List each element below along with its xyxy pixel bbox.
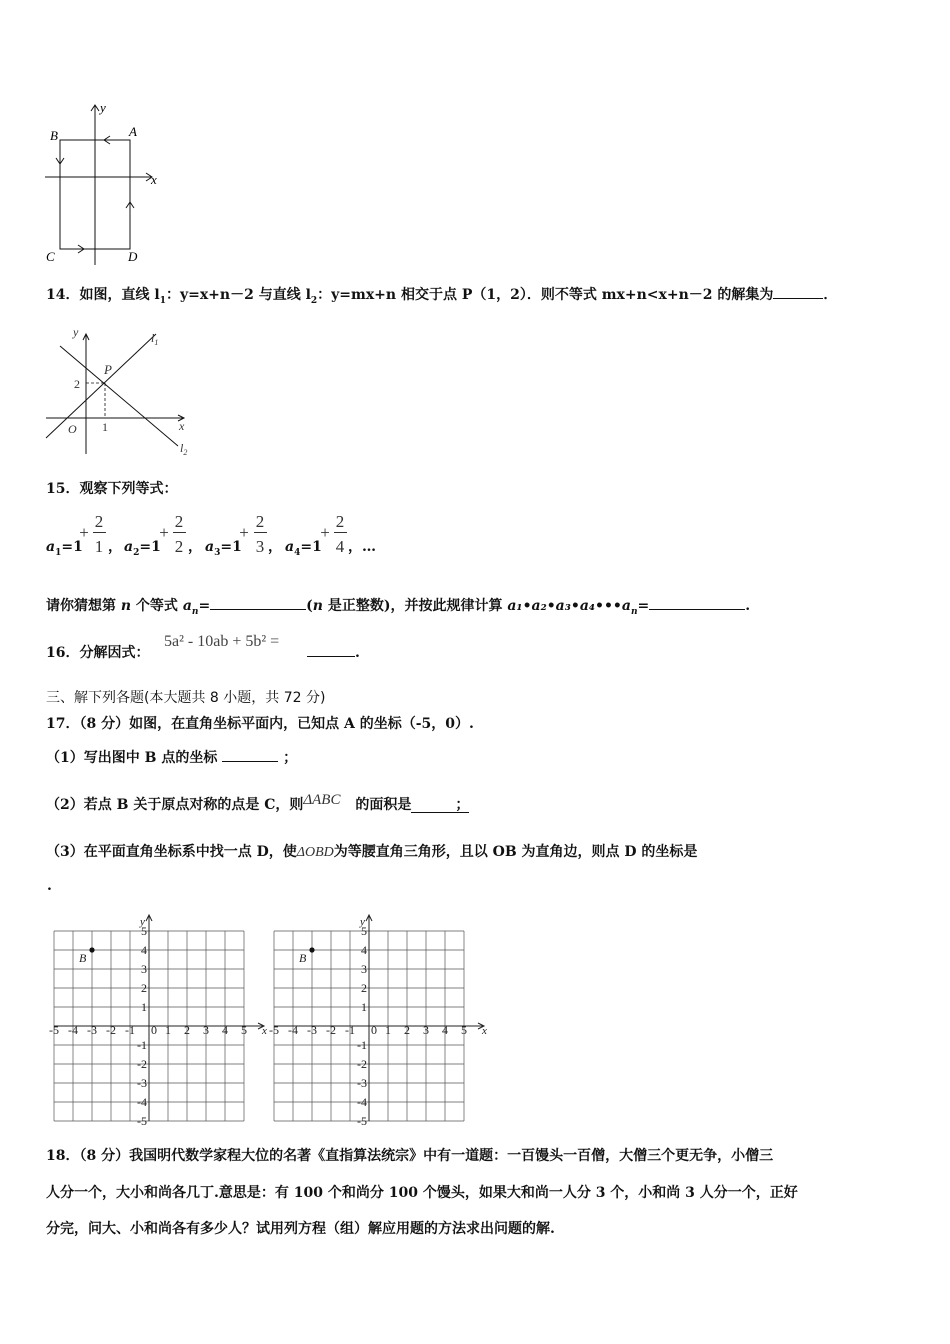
x-tick-label: -5: [49, 1023, 59, 1037]
section-3-heading: 三、解下列各题(本大题共 8 小题，共 72 分): [46, 690, 326, 706]
y-tick-label: 3: [141, 962, 147, 976]
q15-plus-4: +: [320, 523, 330, 542]
y-tick-label: -1: [357, 1038, 367, 1052]
question-16-expr: 5a² - 10ab + 5b² =: [164, 633, 280, 650]
y-tick-label: -2: [137, 1057, 147, 1071]
x-tick-label: -1: [125, 1023, 135, 1037]
q15-den-3: 3: [255, 537, 265, 556]
question-14: 14．如图，直线 $l_1$：y=x+n－2 与直线 $l_2$：y=mx+n 相交于点 P（1，2）．则不等式 mx+n<x+n－2 的解集为 ．: [46, 287, 838, 306]
x-tick-label: 5: [461, 1023, 467, 1037]
fig13-label-y: y: [100, 100, 106, 115]
answer-blank-17-1[interactable]: [222, 761, 278, 762]
x-tick-label: -4: [288, 1023, 298, 1037]
q15-den-1: 1: [94, 537, 104, 556]
q15-num-1: 2: [94, 512, 104, 531]
y-tick-label: 5: [361, 924, 367, 938]
x-tick-label: -3: [87, 1023, 97, 1037]
question-15-heading: 15．观察下列等式：: [46, 481, 178, 497]
q15-term-2: $a_2=1$: [124, 539, 161, 558]
point-b-label: B: [79, 951, 87, 965]
question-18-line2: 人分一个，大小和尚各几丁.意思是：有 100 个和尚分 100 个馒头，如果大和尚一人分 3 个，小和尚 3 人分一个，正好: [46, 1185, 798, 1201]
q15-fracbar-4: [334, 532, 347, 533]
coordinate-grid-left: [44, 912, 269, 1127]
y-tick-label: -5: [357, 1114, 367, 1128]
y-tick-label: 4: [361, 943, 367, 957]
q15-plus-3: +: [239, 523, 249, 542]
x-tick-label: 4: [222, 1023, 228, 1037]
q15-den-2: 2: [174, 537, 184, 556]
y-tick-label: -5: [137, 1114, 147, 1128]
x-tick-label: 5: [241, 1023, 247, 1037]
q15-sep-3: ，: [268, 539, 282, 555]
x-tick-label: -5: [269, 1023, 279, 1037]
y-tick-label: 2: [361, 981, 367, 995]
question-17-part2: （2）若点 B 关于原点对称的点是 C，则 ΔABC 的面积是 ；: [46, 792, 470, 813]
fig14-label-x: x: [179, 419, 185, 433]
fig14-label-1: 1: [102, 420, 108, 434]
x-tick-label: 3: [423, 1023, 429, 1037]
question-15-line2: 请你猜想第 n 个等式 $a_n= (n$ 是正整数)，并按此规律计算 $a_1•a_2•a_3•a_4•••a_n=$ .: [46, 598, 751, 617]
q15-term-3: $a_3=1$: [205, 539, 242, 558]
q15-num-3: 2: [255, 512, 265, 531]
q15-fracbar-2: [173, 532, 186, 533]
rectangle-path-figure: [40, 100, 170, 270]
question-16-blank-wrap: .: [307, 646, 360, 660]
q15-ellipsis: ，…: [348, 539, 376, 555]
x-tick-label: 1: [385, 1023, 391, 1037]
y-tick-label: -4: [357, 1095, 367, 1109]
y-tick-label: -3: [357, 1076, 367, 1090]
y-tick-label: 2: [141, 981, 147, 995]
q15-plus-2: +: [159, 523, 169, 542]
question-16-label: 16．分解因式：: [46, 645, 150, 661]
q15-term-4: $a_4=1$: [285, 539, 322, 558]
q15-den-4: 4: [335, 537, 345, 556]
x-tick-label: -4: [68, 1023, 78, 1037]
triangle-obd: ΔOBD: [296, 845, 334, 860]
q15-num-4: 2: [335, 512, 345, 531]
q15-fracbar-1: [93, 532, 106, 533]
q15-term-1: $a_1=1$: [46, 539, 83, 558]
q15-plus-1: +: [79, 523, 89, 542]
question-18-line3: 分完，问大、小和尚各有多少人？试用列方程（组）解应用题的方法求出问题的解.: [46, 1221, 555, 1237]
x-tick-label: 3: [203, 1023, 209, 1037]
question-17-part3: （3）在平面直角坐标系中找一点 D，使ΔOBD为等腰直角三角形，且以 OB 为直角边，则点 D 的坐标是: [46, 844, 698, 860]
x-tick-label: -1: [345, 1023, 355, 1037]
y-tick-label: -3: [137, 1076, 147, 1090]
fig14-label-2: 2: [74, 377, 80, 391]
fig14-label-l2: $l_2$: [180, 441, 188, 457]
x-tick-label: -2: [326, 1023, 336, 1037]
fig13-label-c: C: [46, 249, 55, 264]
q15-sep-2: ，: [188, 539, 202, 555]
answer-blank-16[interactable]: [307, 656, 355, 657]
fig14-label-p: P: [104, 362, 112, 377]
q15-sep-1: ，: [108, 539, 122, 555]
y-tick-label: -2: [357, 1057, 367, 1071]
fig14-label-y: y: [73, 325, 79, 339]
fig13-label-x: x: [151, 172, 157, 187]
x-axis-label: x: [262, 1025, 267, 1037]
point-b-label: B: [299, 951, 307, 965]
lines-intersection-figure: [42, 322, 202, 464]
y-tick-label: -1: [137, 1038, 147, 1052]
y-tick-label: -4: [137, 1095, 147, 1109]
coordinate-grid-right: [264, 912, 489, 1127]
y-tick-label: 5: [141, 924, 147, 938]
y-tick-label: 1: [141, 1000, 147, 1014]
x-axis-label: x: [482, 1025, 487, 1037]
y-axis-label: y: [140, 916, 145, 928]
fig14-label-l1: $l_1$: [151, 331, 159, 347]
answer-blank-15b[interactable]: [649, 609, 745, 610]
fig14-label-o: O: [68, 422, 77, 436]
x-tick-label: 2: [184, 1023, 190, 1037]
y-tick-label: 4: [141, 943, 147, 957]
fig13-label-d: D: [128, 249, 138, 264]
x-tick-label: 4: [442, 1023, 448, 1037]
x-tick-label: -3: [307, 1023, 317, 1037]
q15-fracbar-3: [254, 532, 267, 533]
y-axis-label: y: [360, 916, 365, 928]
answer-blank-17-2[interactable]: ；: [411, 798, 469, 813]
y-tick-label: 1: [361, 1000, 367, 1014]
y-tick-label: 3: [361, 962, 367, 976]
fig13-label-a: A: [129, 124, 137, 139]
question-17-part1: （1）写出图中 B 点的坐标 ；: [46, 750, 298, 766]
answer-blank-14[interactable]: [773, 298, 823, 299]
fig13-label-b: B: [50, 128, 58, 143]
origin-label: 0: [151, 1023, 157, 1037]
x-tick-label: 2: [404, 1023, 410, 1037]
question-17-intro: 17．（8 分）如图，在直角坐标平面内，已知点 A 的坐标（-5，0）.: [46, 716, 474, 732]
x-tick-label: 1: [165, 1023, 171, 1037]
point-b: [309, 947, 314, 952]
x-tick-label: -2: [106, 1023, 116, 1037]
question-17-dot: .: [47, 878, 52, 894]
question-18-line1: 18．（8 分）我国明代数学家程大位的名著《直指算法统宗》中有一道题：一百馒头一百僧，大僧三个更无争，小僧三: [46, 1148, 774, 1164]
answer-blank-15a[interactable]: [210, 609, 306, 610]
origin-label: 0: [371, 1023, 377, 1037]
point-b: [89, 947, 94, 952]
q15-num-2: 2: [174, 512, 184, 531]
